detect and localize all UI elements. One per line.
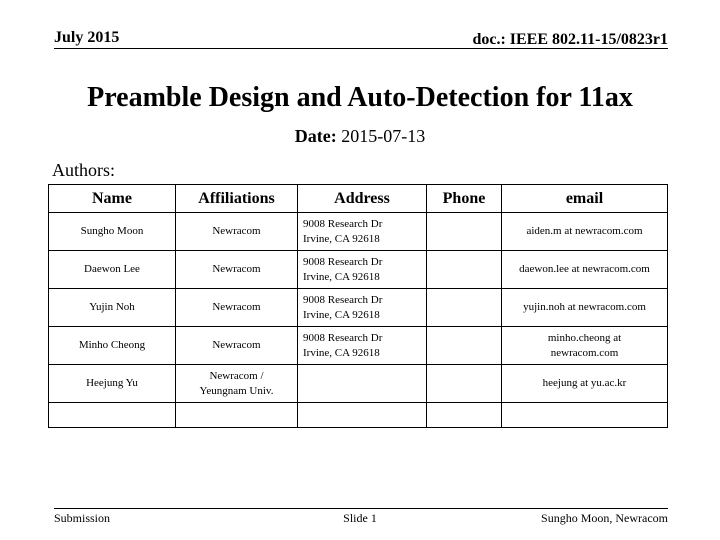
header-date: July 2015 (54, 29, 120, 46)
author-phone (427, 289, 502, 327)
date-label: Date: (294, 126, 337, 146)
empty-cell (427, 403, 502, 428)
author-phone (427, 251, 502, 289)
author-email: heejung at yu.ac.kr (502, 365, 668, 403)
author-address (298, 365, 427, 403)
address-line: 9008 Research Dr (303, 293, 383, 306)
footer-slide-number: Slide 1 (343, 511, 377, 525)
footer-author: Sungho Moon, Newracom (541, 511, 668, 525)
empty-cell (298, 403, 427, 428)
authors-label: Authors: (52, 160, 115, 180)
empty-cell (176, 403, 298, 428)
author-affiliation: Newracom (176, 251, 298, 289)
author-phone (427, 365, 502, 403)
author-address (298, 327, 427, 365)
header-divider (54, 48, 668, 49)
author-email: minho.cheong at newracom.com (502, 327, 668, 365)
author-affiliation: Newracom (176, 213, 298, 251)
date-value: 2015-07-13 (341, 126, 426, 146)
authors-table (48, 184, 668, 428)
author-phone (427, 327, 502, 365)
table-row (49, 289, 668, 327)
header-address: Address (298, 185, 427, 213)
author-name: Daewon Lee (49, 251, 176, 289)
table-row-empty (49, 403, 668, 428)
header-phone: Phone (427, 185, 502, 213)
slide-title: Preamble Design and Auto-Detection for 11ax (87, 82, 633, 113)
author-name: Heejung Yu (49, 365, 176, 403)
address-line: Irvine, CA 92618 (303, 232, 380, 245)
table-row (49, 213, 668, 251)
date-line (0, 126, 720, 147)
table-header-row (49, 185, 668, 213)
table-row (49, 365, 668, 403)
author-address (298, 289, 427, 327)
address-line: 9008 Research Dr (303, 217, 383, 230)
author-name: Minho Cheong (49, 327, 176, 365)
address-line: 9008 Research Dr (303, 331, 383, 344)
author-email: yujin.noh at newracom.com (502, 289, 668, 327)
table-row (49, 327, 668, 365)
table-row (49, 251, 668, 289)
header-email: email (502, 185, 668, 213)
empty-cell (502, 403, 668, 428)
author-address (298, 251, 427, 289)
author-phone (427, 213, 502, 251)
author-email: daewon.lee at newracom.com (502, 251, 668, 289)
author-email: aiden.m at newracom.com (502, 213, 668, 251)
author-affiliation: Newracom / Yeungnam Univ. (176, 365, 298, 403)
header-doc-id: doc.: IEEE 802.11-15/0823r1 (472, 31, 668, 48)
address-line: Irvine, CA 92618 (303, 270, 380, 283)
author-name: Sungho Moon (49, 213, 176, 251)
header-affiliations: Affiliations (176, 185, 298, 213)
address-line: Irvine, CA 92618 (303, 308, 380, 321)
author-affiliation: Newracom (176, 289, 298, 327)
address-line: 9008 Research Dr (303, 255, 383, 268)
header-name: Name (49, 185, 176, 213)
footer-divider (54, 508, 668, 509)
author-name: Yujin Noh (49, 289, 176, 327)
address-line: Irvine, CA 92618 (303, 346, 380, 359)
empty-cell (49, 403, 176, 428)
footer-submission: Submission (54, 511, 111, 525)
author-address (298, 213, 427, 251)
author-affiliation: Newracom (176, 327, 298, 365)
